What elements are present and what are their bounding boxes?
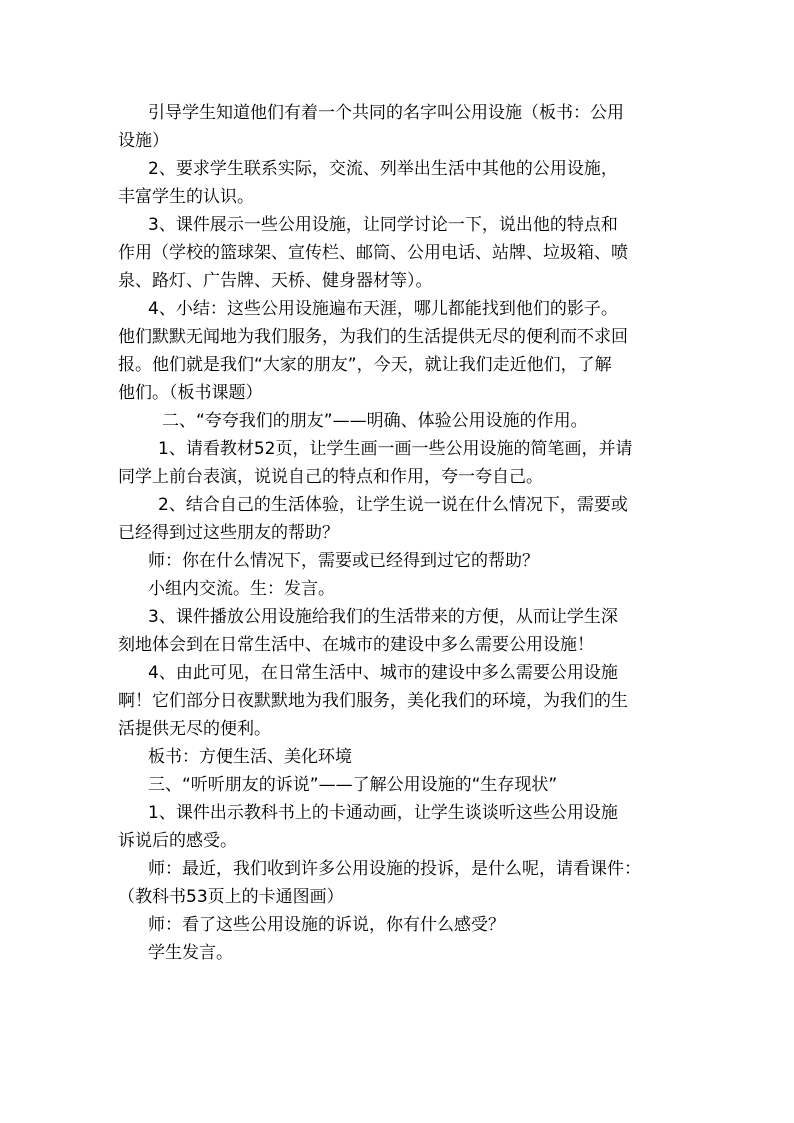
text-line: 4、小结：这些公用设施遍布天涯，哪儿都能找到他们的影子。 <box>148 299 618 319</box>
text-line: 活提供无尽的便利。 <box>118 719 271 739</box>
text-line: 泉、路灯、广告牌、天桥、健身器材等）。 <box>118 271 433 291</box>
text-line: 师：看了这些公用设施的诉说，你有什么感受？ <box>148 915 505 935</box>
text-line: 引导学生知道他们有着一个共同的名字叫公用设施（板书：公用 <box>148 103 624 123</box>
text-line: 刻地体会到在日常生活中、在城市的建设中多么需要公用设施！ <box>118 635 594 655</box>
text-line: 板书：方便生活、美化环境 <box>148 747 352 767</box>
text-line: 他们默默无闻地为我们服务，为我们的生活提供无尽的便利而不求回 <box>118 327 628 347</box>
text-line: 2、结合自己的生活体验，让学生说一说在什么情况下，需要或 <box>158 495 628 515</box>
text-line: 诉说后的感受。 <box>118 831 237 851</box>
section-heading: 三、“听听朋友的诉说”——了解公用设施的“生存现状” <box>148 775 558 795</box>
section-heading: 二、“夸夸我们的朋友”——明确、体验公用设施的作用。 <box>162 411 588 431</box>
text-line: 已经得到过这些朋友的帮助？ <box>118 523 339 543</box>
text-line: 4、由此可见，在日常生活中、城市的建设中多么需要公用设施 <box>148 663 618 683</box>
text-line: 3、课件播放公用设施给我们的生活带来的方便，从而让学生深 <box>148 607 618 627</box>
text-line: 设施） <box>118 131 169 151</box>
text-line: 学生发言。 <box>148 943 233 963</box>
text-line: 他们。（板书课题） <box>118 383 263 403</box>
text-line: 啊！它们部分日夜默默地为我们服务，美化我们的环境，为我们的生 <box>118 691 628 711</box>
text-line: 同学上前台表演，说说自己的特点和作用，夸一夸自己。 <box>118 467 543 487</box>
text-line: 小组内交流。生：发言。 <box>148 579 335 599</box>
text-line: 丰富学生的认识。 <box>118 187 254 207</box>
text-line: （教科书53页上的卡通图画） <box>118 887 344 907</box>
text-line: 1、课件出示教科书上的卡通动画，让学生谈谈听这些公用设施 <box>148 803 618 823</box>
text-line: 3、课件展示一些公用设施，让同学讨论一下，说出他的特点和 <box>148 215 618 235</box>
text-line: 2、要求学生联系实际，交流、列举出生活中其他的公用设施， <box>148 159 618 179</box>
text-line: 报。他们就是我们“大家的朋友”，今天，就让我们走近他们，了解 <box>118 355 612 375</box>
text-line: 1、请看教材52页，让学生画一画一些公用设施的简笔画，并请 <box>158 439 633 459</box>
text-line: 师：你在什么情况下，需要或已经得到过它的帮助？ <box>148 551 539 571</box>
text-line: 作用（学校的篮球架、宣传栏、邮筒、公用电话、站牌、垃圾箱、喷 <box>118 243 628 263</box>
text-line: 师：最近，我们收到许多公用设施的投诉，是什么呢，请看课件： <box>148 859 641 879</box>
